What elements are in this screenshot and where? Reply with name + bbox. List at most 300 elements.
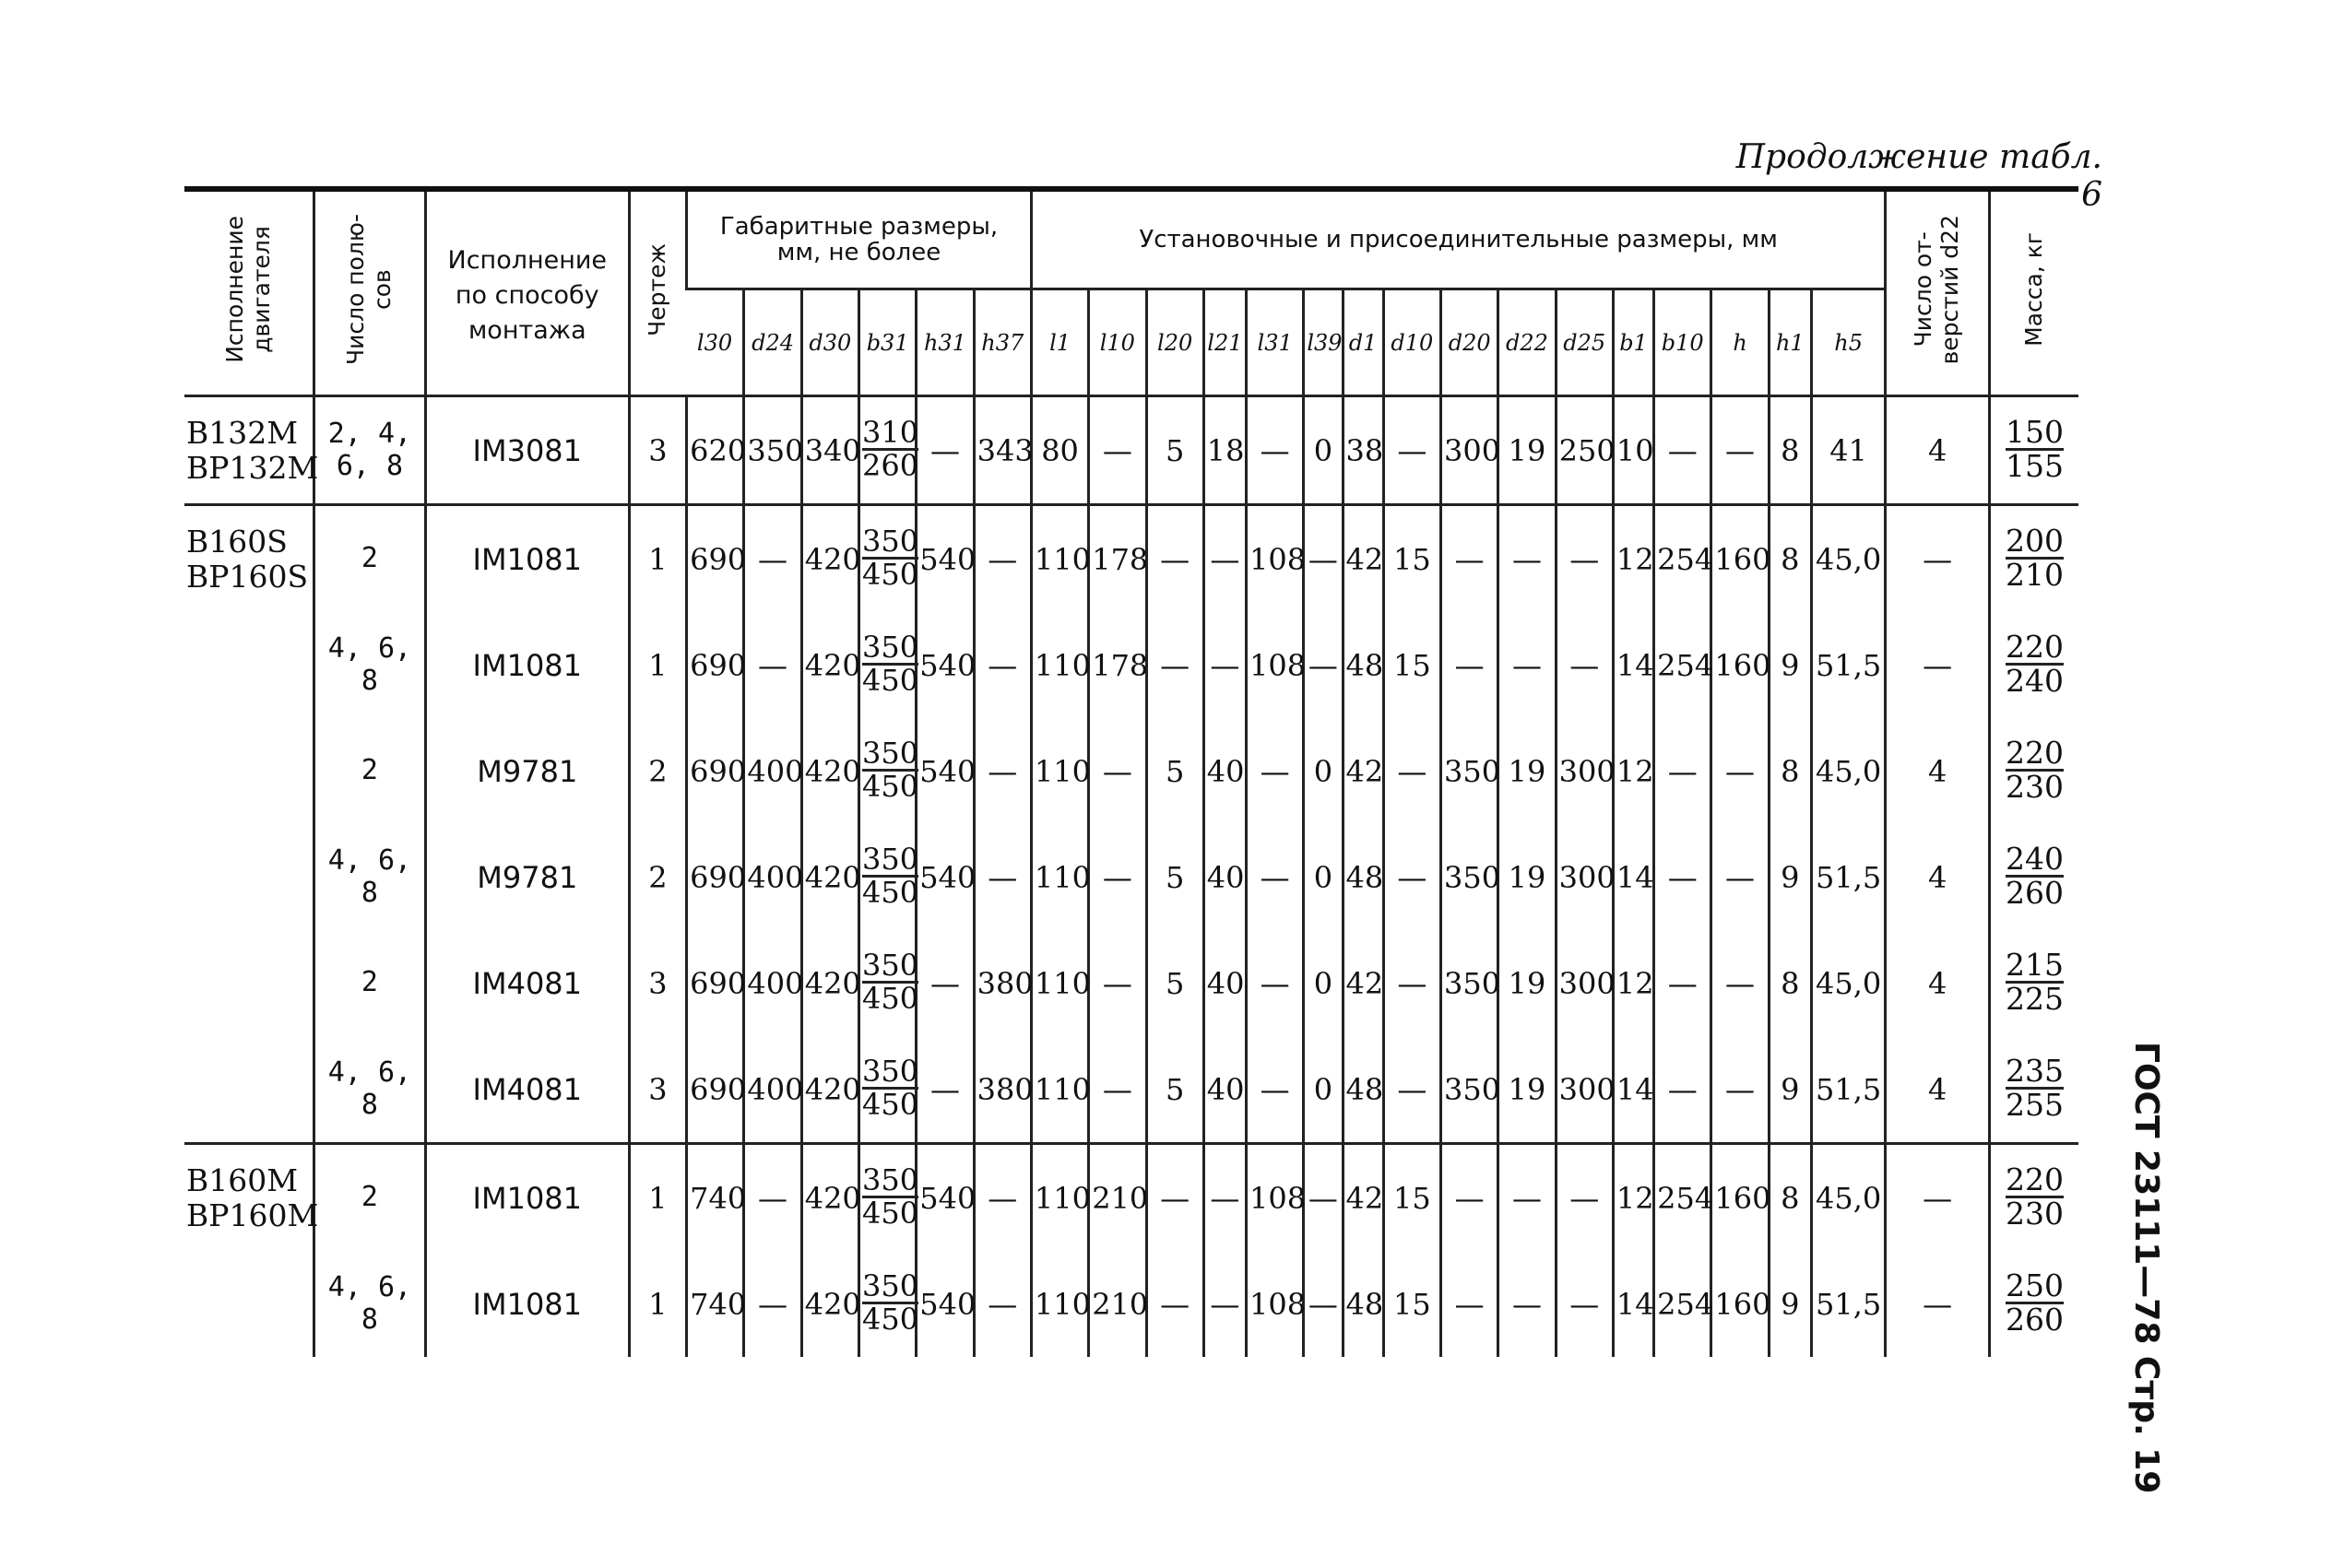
mass-top: 250 <box>2005 1267 2064 1303</box>
table-row <box>184 505 2078 613</box>
engine-model-cell: В132М ВР132М <box>184 396 314 505</box>
mount-dim-cell: 5 <box>1146 930 1203 1036</box>
mount-dim-cell: 51,5 <box>1811 612 1885 718</box>
mount-dim-cell: 45,0 <box>1811 930 1885 1036</box>
mount-dim-cell: 210 <box>1089 1251 1146 1357</box>
engine-model-cell <box>184 612 314 718</box>
mount-dim-cell: 300 <box>1556 930 1613 1036</box>
mount-dim-cell: 110 <box>1031 824 1088 930</box>
overall-dim-cell: — <box>744 1144 801 1252</box>
overall-dim-cell: — <box>974 612 1031 718</box>
mount-dim-cell: 8 <box>1769 930 1811 1036</box>
mount-dim-cell: 14 <box>1613 1251 1653 1357</box>
mass-top: 150 <box>2005 413 2064 450</box>
mount-dim-cell: — <box>1089 1036 1146 1144</box>
mounting-cell: IM4081 <box>425 930 629 1036</box>
fraction-top: 310 <box>862 414 919 450</box>
mount-dim-cell: 8 <box>1769 718 1811 824</box>
mount-dim-cell: — <box>1146 1144 1203 1252</box>
mount-dim-cell: 8 <box>1769 396 1811 505</box>
mount-dim-cell: 40 <box>1203 824 1246 930</box>
overall-dim-cell: — <box>744 612 801 718</box>
mount-dim-cell: 300 <box>1441 396 1498 505</box>
column-symbol: l1 <box>1031 289 1088 396</box>
overall-dim-cell: — <box>917 930 974 1036</box>
fraction-bottom: 450 <box>862 1302 919 1338</box>
overall-dim-cell: 540 <box>917 718 974 824</box>
overall-dim-cell: 400 <box>744 824 801 930</box>
overall-dim-cell: 690 <box>687 505 744 613</box>
column-symbol: l39 <box>1304 289 1343 396</box>
column-symbol: d25 <box>1556 289 1613 396</box>
mount-dim-cell: 12 <box>1613 505 1653 613</box>
engine-model-cell <box>184 1251 314 1357</box>
drawing-cell: 1 <box>629 1144 686 1252</box>
mount-dim-cell: 48 <box>1343 612 1383 718</box>
mount-dim-cell: — <box>1556 612 1613 718</box>
mount-dim-cell: 350 <box>1441 824 1498 930</box>
engine-model-cell <box>184 1036 314 1144</box>
mount-dim-cell: 38 <box>1343 396 1383 505</box>
mount-dim-cell: 51,5 <box>1811 1036 1885 1144</box>
mount-dim-cell: 19 <box>1498 1036 1556 1144</box>
drawing-cell: 2 <box>629 718 686 824</box>
mount-dim-cell: 254 <box>1654 612 1711 718</box>
mount-dim-cell: 110 <box>1031 1251 1088 1357</box>
mount-dim-cell: — <box>1711 824 1769 930</box>
mount-dim-cell: 40 <box>1203 718 1246 824</box>
mount-dim-cell: 14 <box>1613 612 1653 718</box>
mount-dim-cell: 14 <box>1613 824 1653 930</box>
drawing-cell: 3 <box>629 396 686 505</box>
mass-bottom: 240 <box>2005 663 2064 700</box>
mount-dim-cell: 254 <box>1654 1144 1711 1252</box>
mounting-cell: IM3081 <box>425 396 629 505</box>
mount-dim-cell: — <box>1304 505 1343 613</box>
mount-dim-cell: — <box>1089 824 1146 930</box>
mounting-cell: IM1081 <box>425 1144 629 1252</box>
mass-top: 220 <box>2005 734 2064 771</box>
mass-cell <box>1989 612 2078 718</box>
mass-bottom: 230 <box>2005 769 2064 806</box>
mount-dim-cell: 45,0 <box>1811 505 1885 613</box>
fraction-bottom: 260 <box>862 448 919 484</box>
header-mounting-group: Установочные и присоединительные размеры, мм <box>1031 189 1885 289</box>
fraction-cell <box>859 824 917 930</box>
mount-dim-cell: 15 <box>1383 1144 1440 1252</box>
overall-dim-cell: 420 <box>801 505 858 613</box>
overall-dim-cell: 540 <box>917 612 974 718</box>
fraction-top: 350 <box>862 629 919 665</box>
overall-dim-cell: 340 <box>801 396 858 505</box>
mount-dim-cell: — <box>1146 612 1203 718</box>
mount-dim-cell: 178 <box>1089 612 1146 718</box>
mass-top: 215 <box>2005 946 2064 983</box>
mount-dim-cell: 300 <box>1556 718 1613 824</box>
mount-dim-cell: — <box>1089 718 1146 824</box>
fraction-cell <box>859 612 917 718</box>
mount-dim-cell: — <box>1247 718 1304 824</box>
overall-dim-cell: 420 <box>801 1036 858 1144</box>
overall-dim-cell: — <box>974 824 1031 930</box>
mount-dim-cell: — <box>1383 1036 1440 1144</box>
mount-dim-cell: 0 <box>1304 718 1343 824</box>
mount-dim-cell: 110 <box>1031 1036 1088 1144</box>
mount-dim-cell: — <box>1498 1251 1556 1357</box>
mount-dim-cell: 48 <box>1343 1036 1383 1144</box>
overall-dim-cell: 420 <box>801 1144 858 1252</box>
header-mass: Масса, кг <box>1989 189 2078 396</box>
overall-dim-cell: 690 <box>687 824 744 930</box>
mount-dim-cell: 19 <box>1498 396 1556 505</box>
mount-dim-cell: — <box>1247 1036 1304 1144</box>
mount-dim-cell: 9 <box>1769 1036 1811 1144</box>
table-row <box>184 396 2078 505</box>
overall-dim-cell: 420 <box>801 1251 858 1357</box>
overall-dim-cell: 540 <box>917 824 974 930</box>
overall-dim-cell: 690 <box>687 1036 744 1144</box>
fraction-top: 350 <box>862 735 919 771</box>
mount-dim-cell: — <box>1383 718 1440 824</box>
mass-cell <box>1989 505 2078 613</box>
column-symbol: l21 <box>1203 289 1246 396</box>
mount-dim-cell: 15 <box>1383 612 1440 718</box>
mount-dim-cell: — <box>1441 1144 1498 1252</box>
column-symbol: d1 <box>1343 289 1383 396</box>
mount-dim-cell: 110 <box>1031 930 1088 1036</box>
drawing-cell: 1 <box>629 505 686 613</box>
overall-dim-cell: 540 <box>917 1144 974 1252</box>
fraction-top: 350 <box>862 1267 919 1303</box>
mass-top: 240 <box>2005 840 2064 877</box>
column-symbol: h1 <box>1769 289 1811 396</box>
column-symbol: d10 <box>1383 289 1440 396</box>
fraction-cell <box>859 1251 917 1357</box>
mount-dim-cell: 300 <box>1556 824 1613 930</box>
mount-dim-cell: 40 <box>1203 1036 1246 1144</box>
mass-cell <box>1989 1144 2078 1252</box>
mount-dim-cell: 178 <box>1089 505 1146 613</box>
overall-dim-cell: 400 <box>744 718 801 824</box>
mount-dim-cell: — <box>1203 612 1246 718</box>
mass-cell <box>1989 718 2078 824</box>
drawing-cell: 3 <box>629 1036 686 1144</box>
column-symbol: l31 <box>1247 289 1304 396</box>
poles-cell: 4, 6, 8 <box>314 1036 426 1144</box>
overall-dim-cell: 540 <box>917 1251 974 1357</box>
overall-dim-cell: — <box>744 505 801 613</box>
column-symbol: l10 <box>1089 289 1146 396</box>
mount-dim-cell: 250 <box>1556 396 1613 505</box>
mount-dim-cell: 45,0 <box>1811 1144 1885 1252</box>
fraction-cell <box>859 718 917 824</box>
engine-model-cell <box>184 718 314 824</box>
mount-dim-cell: — <box>1711 930 1769 1036</box>
mount-dim-cell: 42 <box>1343 1144 1383 1252</box>
fraction-top: 350 <box>862 1161 919 1197</box>
mount-dim-cell: — <box>1247 930 1304 1036</box>
fraction-top: 350 <box>862 841 919 877</box>
mass-bottom: 225 <box>2005 981 2064 1018</box>
table-row <box>184 718 2078 824</box>
mount-dim-cell: 14 <box>1613 1036 1653 1144</box>
mount-dim-cell: 110 <box>1031 612 1088 718</box>
fraction-top: 350 <box>862 523 919 559</box>
mass-cell <box>1989 930 2078 1036</box>
mount-dim-cell: — <box>1203 505 1246 613</box>
mount-dim-cell: — <box>1654 930 1711 1036</box>
mount-dim-cell: 5 <box>1146 718 1203 824</box>
mount-dim-cell: 0 <box>1304 396 1343 505</box>
poles-cell: 4, 6, 8 <box>314 824 426 930</box>
fraction-top: 350 <box>862 1053 919 1089</box>
engine-model-cell: В160М ВР160М <box>186 1161 319 1233</box>
poles-cell: 4, 6, 8 <box>314 612 426 718</box>
mount-dim-cell: — <box>1146 1251 1203 1357</box>
mount-dim-cell: 160 <box>1711 505 1769 613</box>
mount-dim-cell: 0 <box>1304 1036 1343 1144</box>
column-symbol: b10 <box>1654 289 1711 396</box>
mount-dim-cell: — <box>1304 1144 1343 1252</box>
mount-dim-cell: 5 <box>1146 396 1203 505</box>
mount-dim-cell: 19 <box>1498 718 1556 824</box>
standard-page-label: ГОСТ 23111—78 Стр. 19 <box>2127 1042 2165 1494</box>
mount-dim-cell: — <box>1711 396 1769 505</box>
overall-dim-cell: 400 <box>744 930 801 1036</box>
fraction-bottom: 450 <box>862 769 919 805</box>
overall-dim-cell: 343 <box>974 396 1031 505</box>
mount-dim-cell: — <box>1441 505 1498 613</box>
fraction-top: 350 <box>862 947 919 983</box>
header-engine: Исполнение двигателя <box>184 189 314 396</box>
mount-dim-cell: 160 <box>1711 1144 1769 1252</box>
mount-dim-cell: 80 <box>1031 396 1088 505</box>
mount-dim-cell: 40 <box>1203 930 1246 1036</box>
mount-dim-cell: 42 <box>1343 718 1383 824</box>
mount-dim-cell: — <box>1247 396 1304 505</box>
mount-dim-cell: 350 <box>1441 1036 1498 1144</box>
overall-dim-cell: — <box>974 1144 1031 1252</box>
overall-dim-cell: 690 <box>687 612 744 718</box>
fraction-bottom: 450 <box>862 981 919 1017</box>
header-mounting: Исполнение по способу монтажа <box>425 189 629 396</box>
mass-bottom: 255 <box>2005 1087 2064 1124</box>
drawing-cell: 1 <box>629 1251 686 1357</box>
engine-model-cell: В160S ВР160S <box>186 523 309 595</box>
mount-dim-cell: 254 <box>1654 505 1711 613</box>
fraction-bottom: 450 <box>862 557 919 593</box>
poles-cell: 2, 4, 6, 8 <box>314 396 426 505</box>
mounting-cell: IM4081 <box>425 1036 629 1144</box>
mount-dim-cell: 5 <box>1146 824 1203 930</box>
column-symbol: l30 <box>687 289 744 396</box>
overall-dim-cell: 420 <box>801 612 858 718</box>
column-symbol: d22 <box>1498 289 1556 396</box>
mount-dim-cell: 48 <box>1343 824 1383 930</box>
holes-cell: 4 <box>1886 718 1990 824</box>
table-row <box>184 1144 2078 1252</box>
holes-cell: 4 <box>1886 824 1990 930</box>
mass-top: 220 <box>2005 628 2064 665</box>
mount-dim-cell: — <box>1498 612 1556 718</box>
mount-dim-cell: — <box>1556 505 1613 613</box>
mount-dim-cell: 160 <box>1711 612 1769 718</box>
overall-dim-cell: 420 <box>801 824 858 930</box>
mount-dim-cell: — <box>1203 1251 1246 1357</box>
fraction-cell <box>859 396 917 505</box>
mounting-cell: IM1081 <box>425 612 629 718</box>
fraction-cell <box>859 1036 917 1144</box>
header-overall-group: Габаритные размеры, мм, не более <box>687 189 1032 289</box>
overall-dim-cell: — <box>917 396 974 505</box>
header-holes: Число от- верстий d22 <box>1886 189 1990 396</box>
table-body <box>184 396 2078 1358</box>
mounting-cell: M9781 <box>425 718 629 824</box>
mount-dim-cell: 41 <box>1811 396 1885 505</box>
mount-dim-cell: 45,0 <box>1811 718 1885 824</box>
overall-dim-cell: 690 <box>687 718 744 824</box>
mass-top: 235 <box>2005 1052 2064 1089</box>
drawing-cell: 2 <box>629 824 686 930</box>
overall-dim-cell: 380 <box>974 1036 1031 1144</box>
fraction-bottom: 450 <box>862 1087 919 1123</box>
mass-top: 220 <box>2005 1161 2064 1197</box>
engine-model-cell <box>184 930 314 1036</box>
mount-dim-cell: 350 <box>1441 930 1498 1036</box>
mount-dim-cell: — <box>1441 612 1498 718</box>
column-symbol: h5 <box>1811 289 1885 396</box>
overall-dim-cell: — <box>974 1251 1031 1357</box>
mount-dim-cell: 51,5 <box>1811 824 1885 930</box>
mount-dim-cell: — <box>1654 718 1711 824</box>
mount-dim-cell: 42 <box>1343 930 1383 1036</box>
mass-cell <box>1989 1036 2078 1144</box>
poles-cell: 4, 6, 8 <box>314 1251 426 1357</box>
column-symbol: d30 <box>801 289 858 396</box>
mount-dim-cell: 210 <box>1089 1144 1146 1252</box>
overall-dim-cell: 740 <box>687 1251 744 1357</box>
overall-dim-cell: — <box>974 505 1031 613</box>
fraction-cell <box>859 505 917 613</box>
overall-dim-cell: — <box>974 718 1031 824</box>
fraction-cell <box>859 930 917 1036</box>
mount-dim-cell: — <box>1498 1144 1556 1252</box>
mount-dim-cell: — <box>1089 396 1146 505</box>
overall-dim-cell: 540 <box>917 505 974 613</box>
table-row <box>184 1036 2078 1144</box>
mount-dim-cell: 15 <box>1383 505 1440 613</box>
mount-dim-cell: — <box>1304 1251 1343 1357</box>
overall-dim-cell: — <box>744 1251 801 1357</box>
mass-bottom: 210 <box>2005 557 2064 594</box>
overall-dim-cell: 400 <box>744 1036 801 1144</box>
mount-dim-cell: — <box>1304 612 1343 718</box>
mass-bottom: 155 <box>2005 448 2064 485</box>
mount-dim-cell: 160 <box>1711 1251 1769 1357</box>
mass-bottom: 260 <box>2005 1302 2064 1338</box>
mount-dim-cell: — <box>1146 505 1203 613</box>
mount-dim-cell: — <box>1383 824 1440 930</box>
fraction-bottom: 450 <box>862 663 919 699</box>
mount-dim-cell: — <box>1711 718 1769 824</box>
mount-dim-cell: 19 <box>1498 824 1556 930</box>
mass-cell <box>1989 396 2078 505</box>
table-row <box>184 824 2078 930</box>
column-symbol: d20 <box>1441 289 1498 396</box>
header-poles: Число полю- сов <box>314 189 426 396</box>
overall-dim-cell: 380 <box>974 930 1031 1036</box>
mount-dim-cell: 12 <box>1613 1144 1653 1252</box>
mounting-cell: M9781 <box>425 824 629 930</box>
mass-bottom: 260 <box>2005 875 2064 912</box>
mount-dim-cell: 0 <box>1304 824 1343 930</box>
poles-cell: 2 <box>314 505 426 613</box>
fraction-cell <box>859 1144 917 1252</box>
drawing-cell: 3 <box>629 930 686 1036</box>
holes-cell: 4 <box>1886 930 1990 1036</box>
drawing-cell: 1 <box>629 612 686 718</box>
mount-dim-cell: — <box>1654 1036 1711 1144</box>
mount-dim-cell: 110 <box>1031 1144 1088 1252</box>
mount-dim-cell: 48 <box>1343 1251 1383 1357</box>
mass-top: 200 <box>2005 522 2064 559</box>
table-row <box>184 612 2078 718</box>
overall-dim-cell: 350 <box>744 396 801 505</box>
holes-cell: 4 <box>1886 396 1990 505</box>
poles-cell: 2 <box>314 930 426 1036</box>
mount-dim-cell: 19 <box>1498 930 1556 1036</box>
mount-dim-cell: 9 <box>1769 824 1811 930</box>
mount-dim-cell: — <box>1383 396 1440 505</box>
mass-cell <box>1989 824 2078 930</box>
column-symbol: h <box>1711 289 1769 396</box>
column-symbol: h37 <box>974 289 1031 396</box>
engine-model-cell <box>184 824 314 930</box>
mount-dim-cell: 110 <box>1031 718 1088 824</box>
holes-cell: 4 <box>1886 1036 1990 1144</box>
mount-dim-cell: — <box>1556 1251 1613 1357</box>
mount-dim-cell: — <box>1711 1036 1769 1144</box>
mount-dim-cell: 51,5 <box>1811 1251 1885 1357</box>
column-symbol: l20 <box>1146 289 1203 396</box>
mount-dim-cell: 108 <box>1247 505 1304 613</box>
holes-cell: — <box>1886 612 1990 718</box>
mount-dim-cell: 9 <box>1769 1251 1811 1357</box>
mount-dim-cell: 8 <box>1769 1144 1811 1252</box>
mount-dim-cell: — <box>1654 824 1711 930</box>
mount-dim-cell: 42 <box>1343 505 1383 613</box>
holes-cell: — <box>1886 505 1990 613</box>
table-row <box>184 1251 2078 1357</box>
fraction-bottom: 450 <box>862 875 919 911</box>
mount-dim-cell: — <box>1383 930 1440 1036</box>
mounting-cell: IM1081 <box>425 1251 629 1357</box>
mount-dim-cell: — <box>1089 930 1146 1036</box>
mount-dim-cell: 300 <box>1556 1036 1613 1144</box>
poles-cell: 2 <box>314 718 426 824</box>
overall-dim-cell: 620 <box>687 396 744 505</box>
mount-dim-cell: — <box>1498 505 1556 613</box>
mount-dim-cell: — <box>1247 824 1304 930</box>
mount-dim-cell: 10 <box>1613 396 1653 505</box>
mount-dim-cell: 110 <box>1031 505 1088 613</box>
mount-dim-cell: 0 <box>1304 930 1343 1036</box>
mounting-cell: IM1081 <box>425 505 629 613</box>
mount-dim-cell: — <box>1441 1251 1498 1357</box>
mount-dim-cell: — <box>1556 1144 1613 1252</box>
mount-dim-cell: — <box>1203 1144 1246 1252</box>
mount-dim-cell: 108 <box>1247 1144 1304 1252</box>
